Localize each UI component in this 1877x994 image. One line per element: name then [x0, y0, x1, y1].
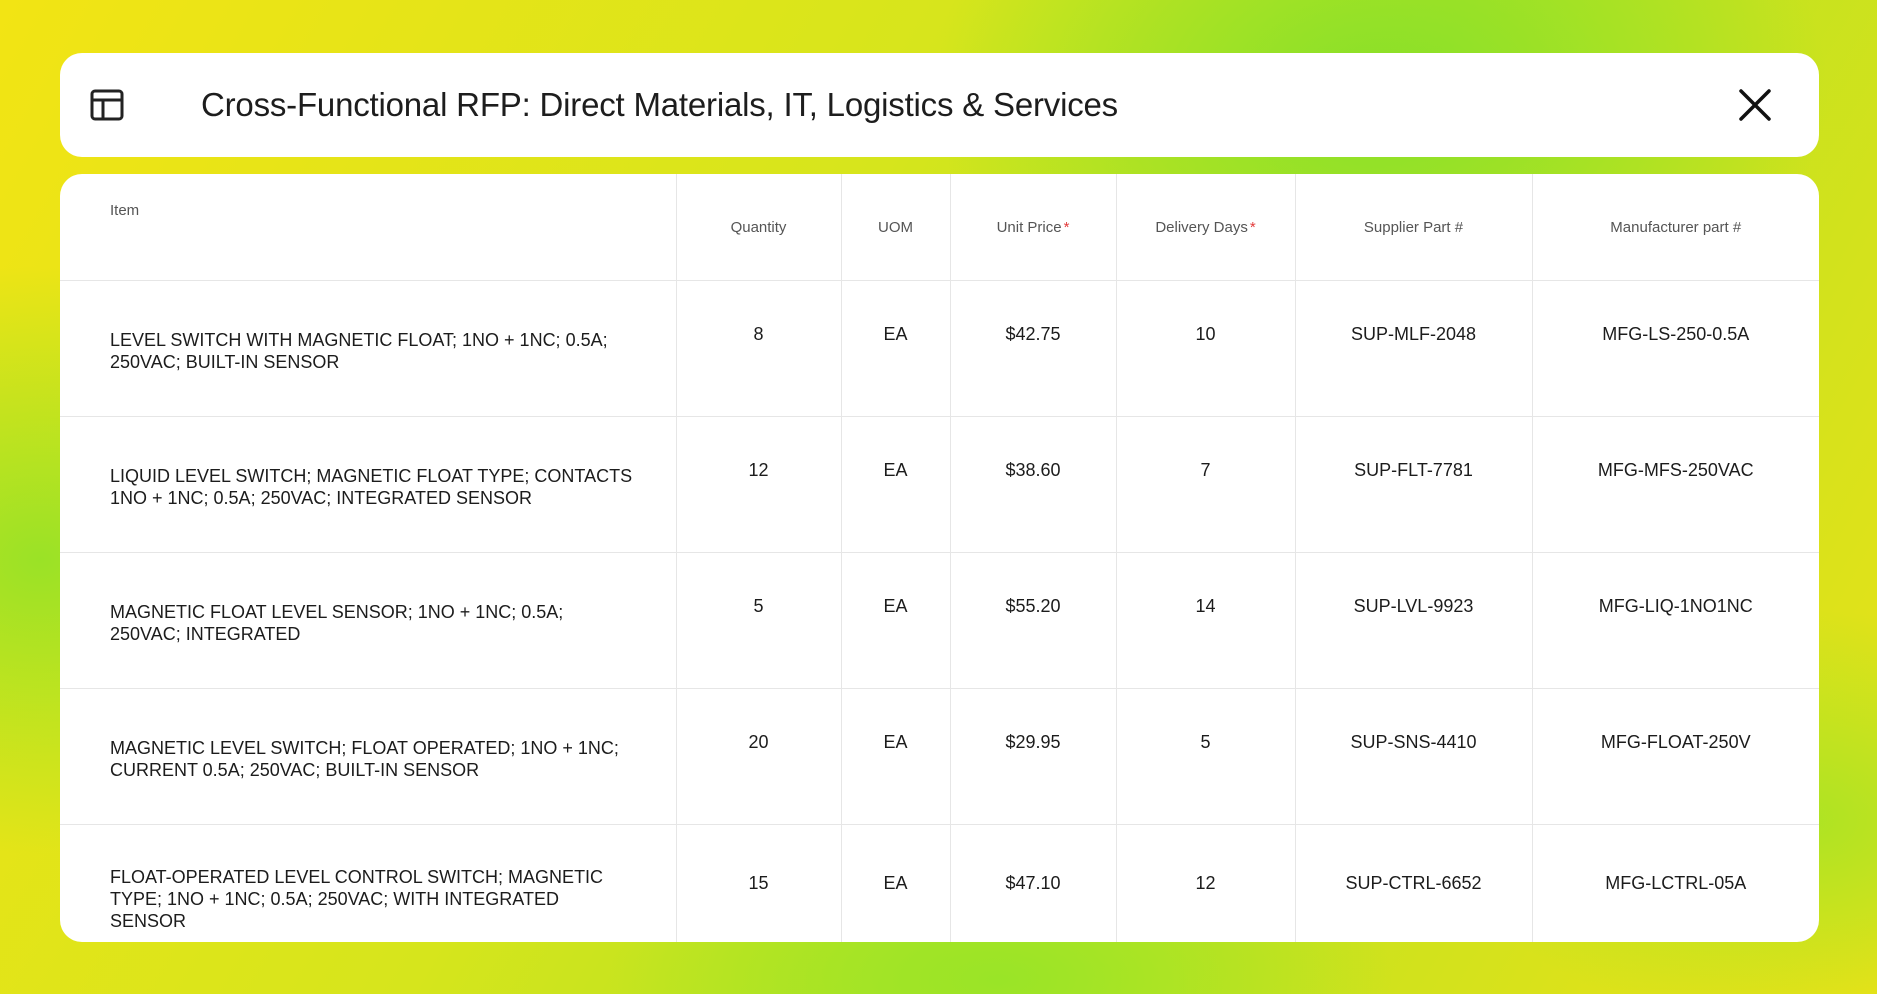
quantity-cell — [676, 689, 841, 825]
unit-price-cell[interactable] — [950, 553, 1116, 689]
item-description-line: FLOAT-OPERATED LEVEL CONTROL SWITCH; MAGNETIC — [110, 867, 604, 887]
delivery-days-cell[interactable] — [1116, 825, 1295, 943]
unit-price-cell[interactable] — [950, 417, 1116, 553]
column-header-unit-price — [950, 174, 1116, 281]
supplier-part-value: SUP-LVL-9923 — [1353, 596, 1474, 616]
column-header-manufacturer-part — [1532, 174, 1819, 281]
quantity-value: 5 — [753, 596, 764, 616]
quantity-value: 8 — [753, 324, 764, 344]
uom-value: EA — [883, 460, 908, 480]
item-cell — [60, 553, 676, 689]
quantity-value: 12 — [748, 460, 769, 480]
manufacturer-part-value: MFG-LS-250-0.5A — [1602, 324, 1750, 344]
item-description-line: LIQUID LEVEL SWITCH; MAGNETIC FLOAT TYPE; CONTACTS — [110, 465, 633, 486]
table-body — [60, 281, 1819, 943]
item-description-line: 250VAC; BUILT-IN SENSOR — [110, 351, 340, 372]
supplier-part-cell — [1295, 825, 1532, 943]
uom-cell — [841, 825, 950, 943]
delivery-days-value: 12 — [1195, 872, 1216, 893]
item-description-line: MAGNETIC FLOAT LEVEL SENSOR; 1NO + 1NC; 0.5A; — [110, 601, 564, 622]
delivery-days-value: 14 — [1195, 596, 1216, 616]
item-description — [110, 465, 632, 509]
page-title: Cross-Functional RFP: Direct Materials, IT, Logistics & Services — [201, 86, 1118, 123]
manufacturer-part-cell — [1532, 281, 1819, 417]
item-cell — [60, 689, 676, 825]
uom-cell — [841, 417, 950, 553]
manufacturer-part-value: MFG-LIQ-1NO1NC — [1598, 596, 1753, 616]
required-marker: * — [1249, 218, 1256, 236]
delivery-days-cell[interactable] — [1116, 689, 1295, 825]
manufacturer-part-cell — [1532, 689, 1819, 825]
supplier-part-value: SUP-SNS-4410 — [1350, 732, 1477, 752]
uom-cell — [841, 553, 950, 689]
uom-value: EA — [883, 596, 908, 616]
item-description — [110, 866, 636, 932]
quantity-value: 20 — [748, 732, 769, 752]
table-layout-icon — [90, 89, 124, 121]
supplier-part-cell — [1295, 281, 1532, 417]
item-description — [110, 601, 563, 645]
quantity-cell — [676, 553, 841, 689]
unit-price-cell[interactable] — [950, 825, 1116, 943]
quantity-cell — [676, 825, 841, 943]
delivery-days-value: 5 — [1200, 732, 1211, 752]
table-row[interactable] — [60, 281, 1819, 417]
column-header-label: Supplier Part # — [1363, 218, 1464, 236]
rfp-table-card — [60, 174, 1819, 942]
item-description-line: CURRENT 0.5A; 250VAC; BUILT-IN SENSOR — [110, 759, 480, 780]
unit-price-cell[interactable] — [950, 689, 1116, 825]
delivery-days-cell[interactable] — [1116, 281, 1295, 417]
quantity-cell — [676, 417, 841, 553]
manufacturer-part-value: MFG-MFS-250VAC — [1597, 460, 1754, 480]
supplier-part-value: SUP-CTRL-6652 — [1345, 872, 1482, 893]
unit-price-cell[interactable] — [950, 281, 1116, 417]
supplier-part-cell — [1295, 689, 1532, 825]
table-row[interactable] — [60, 417, 1819, 553]
unit-price-value: $29.95 — [1005, 732, 1061, 752]
manufacturer-part-cell — [1532, 553, 1819, 689]
item-description — [110, 737, 619, 781]
close-icon[interactable] — [1735, 85, 1775, 125]
column-header-supplier-part — [1295, 174, 1532, 281]
column-header-delivery-days — [1116, 174, 1295, 281]
delivery-days-value: 7 — [1200, 460, 1211, 480]
column-header-label: Quantity — [730, 218, 787, 236]
table-row[interactable] — [60, 825, 1819, 943]
rfp-line-items-table — [60, 174, 1819, 942]
column-header-item — [60, 174, 676, 281]
manufacturer-part-cell — [1532, 825, 1819, 943]
column-header-label: Delivery Days — [1155, 218, 1248, 236]
supplier-part-cell — [1295, 417, 1532, 553]
item-description-line: LEVEL SWITCH WITH MAGNETIC FLOAT; 1NO + 1NC; 0.5A; — [110, 329, 608, 350]
manufacturer-part-value: MFG-FLOAT-250V — [1600, 732, 1751, 752]
column-header-label: UOM — [878, 218, 913, 236]
supplier-part-value: SUP-FLT-7781 — [1354, 460, 1473, 480]
item-description-line: MAGNETIC LEVEL SWITCH; FLOAT OPERATED; 1NO + 1NC; — [110, 737, 619, 758]
item-cell — [60, 825, 676, 943]
uom-value: EA — [883, 324, 908, 344]
delivery-days-cell[interactable] — [1116, 417, 1295, 553]
item-description-line: 250VAC; INTEGRATED — [110, 623, 301, 644]
unit-price-value: $47.10 — [1005, 872, 1061, 893]
quantity-cell — [676, 281, 841, 417]
uom-value: EA — [883, 732, 908, 752]
item-description-line: 1NO + 1NC; 0.5A; 250VAC; INTEGRATED SENSOR — [110, 487, 532, 508]
uom-cell — [841, 281, 950, 417]
dialog-header — [60, 53, 1819, 157]
table-row[interactable] — [60, 553, 1819, 689]
delivery-days-value: 10 — [1195, 324, 1216, 344]
column-header-uom — [841, 174, 950, 281]
unit-price-value: $55.20 — [1005, 596, 1061, 616]
required-marker: * — [1063, 218, 1070, 236]
item-description-line: TYPE; 1NO + 1NC; 0.5A; 250VAC; WITH INTEGRATED SENSOR — [110, 889, 559, 931]
unit-price-value: $38.60 — [1005, 460, 1061, 480]
delivery-days-cell[interactable] — [1116, 553, 1295, 689]
item-description — [110, 329, 608, 373]
item-cell — [60, 281, 676, 417]
table-header-row — [60, 174, 1819, 281]
manufacturer-part-cell — [1532, 417, 1819, 553]
item-cell — [60, 417, 676, 553]
supplier-part-cell — [1295, 553, 1532, 689]
column-header-label: Manufacturer part # — [1610, 218, 1742, 236]
column-header-quantity — [676, 174, 841, 281]
column-header-label: Item — [110, 202, 140, 219]
unit-price-value: $42.75 — [1005, 324, 1061, 344]
quantity-value: 15 — [748, 872, 769, 893]
uom-value: EA — [883, 872, 908, 893]
column-header-label: Unit Price — [996, 218, 1062, 236]
table-row[interactable] — [60, 689, 1819, 825]
uom-cell — [841, 689, 950, 825]
supplier-part-value: SUP-MLF-2048 — [1350, 324, 1477, 344]
manufacturer-part-value: MFG-LCTRL-05A — [1605, 872, 1747, 893]
